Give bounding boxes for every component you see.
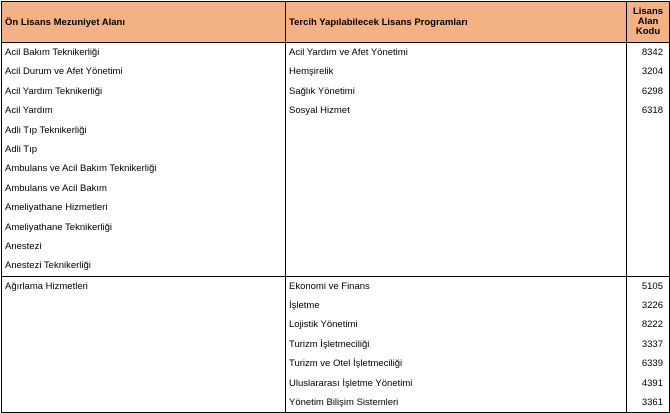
onlisans-cell bbox=[2, 43, 286, 277]
lisans-item: Ekonomi ve Finans bbox=[289, 280, 370, 292]
onlisans-item: Acil Yardım bbox=[5, 105, 53, 117]
group-row bbox=[2, 276, 670, 413]
group-row bbox=[2, 43, 670, 277]
lisans-item: Sosyal Hizmet bbox=[289, 105, 350, 117]
kod-item: 3204 bbox=[641, 66, 663, 78]
header-kod-line3: Kodu bbox=[635, 26, 661, 37]
onlisans-item: Adli Tıp Teknikerliği bbox=[5, 124, 87, 136]
lisans-item: Turizm ve Otel İşletmeciliği bbox=[289, 358, 403, 370]
kod-item: 6339 bbox=[641, 358, 663, 370]
lisans-item: Uluslararası İşletme Yönetimi bbox=[289, 377, 413, 389]
kod-item: 6298 bbox=[641, 85, 663, 97]
lisans-item: İşletme bbox=[289, 300, 320, 312]
onlisans-item: Ambulans ve Acil Bakım Teknikerliği bbox=[5, 163, 157, 175]
onlisans-item: Acil Yardım Teknikerliği bbox=[5, 85, 103, 97]
table-header-row bbox=[2, 2, 670, 43]
header-onlisans: Ön Lisans Mezuniyet Alanı bbox=[2, 2, 286, 43]
header-kod bbox=[627, 2, 670, 43]
onlisans-cell bbox=[2, 276, 286, 413]
lisans-item: Sağlık Yönetimi bbox=[289, 85, 355, 97]
kod-item: 8222 bbox=[641, 319, 663, 331]
onlisans-item: Ameliyathane Teknikerliği bbox=[5, 221, 113, 233]
kod-item: 3337 bbox=[641, 338, 663, 350]
kod-cell bbox=[627, 276, 670, 413]
header-kod-line1: Lisans bbox=[632, 6, 664, 17]
onlisans-item: Anestezi bbox=[5, 240, 42, 252]
onlisans-item: Acil Durum ve Afet Yönetimi bbox=[5, 66, 123, 78]
lisans-cell bbox=[286, 43, 627, 277]
lisans-item: Acil Yardım ve Afet Yönetimi bbox=[289, 47, 408, 58]
header-kod-line2: Alan bbox=[637, 16, 659, 27]
header-lisans: Tercih Yapılabilecek Lisans Programları bbox=[286, 2, 627, 43]
kod-item: 6318 bbox=[641, 105, 663, 117]
program-table bbox=[1, 1, 670, 413]
kod-item: 5105 bbox=[641, 280, 663, 292]
kod-item: 3361 bbox=[641, 397, 663, 409]
lisans-cell bbox=[286, 276, 627, 413]
lisans-item: Turizm İşletmeciliği bbox=[289, 338, 370, 350]
lisans-item: Hemşirelik bbox=[289, 66, 334, 78]
onlisans-item: Acil Bakım Teknikerliği bbox=[5, 47, 100, 58]
onlisans-item: Ameliyathane Hizmetleri bbox=[5, 202, 108, 214]
onlisans-item: Adli Tıp bbox=[5, 143, 38, 155]
onlisans-item: Ağırlama Hizmetleri bbox=[5, 280, 88, 292]
lisans-item: Yönetim Bilişim Sistemleri bbox=[289, 397, 399, 409]
onlisans-item: Ambulans ve Acil Bakım bbox=[5, 182, 107, 194]
kod-item: 8342 bbox=[641, 47, 663, 58]
kod-cell bbox=[627, 43, 670, 277]
kod-item: 4391 bbox=[641, 377, 663, 389]
lisans-item: Lojistik Yönetimi bbox=[289, 319, 358, 331]
onlisans-item: Anestezi Teknikerliği bbox=[5, 260, 91, 272]
kod-item: 3226 bbox=[641, 300, 663, 312]
